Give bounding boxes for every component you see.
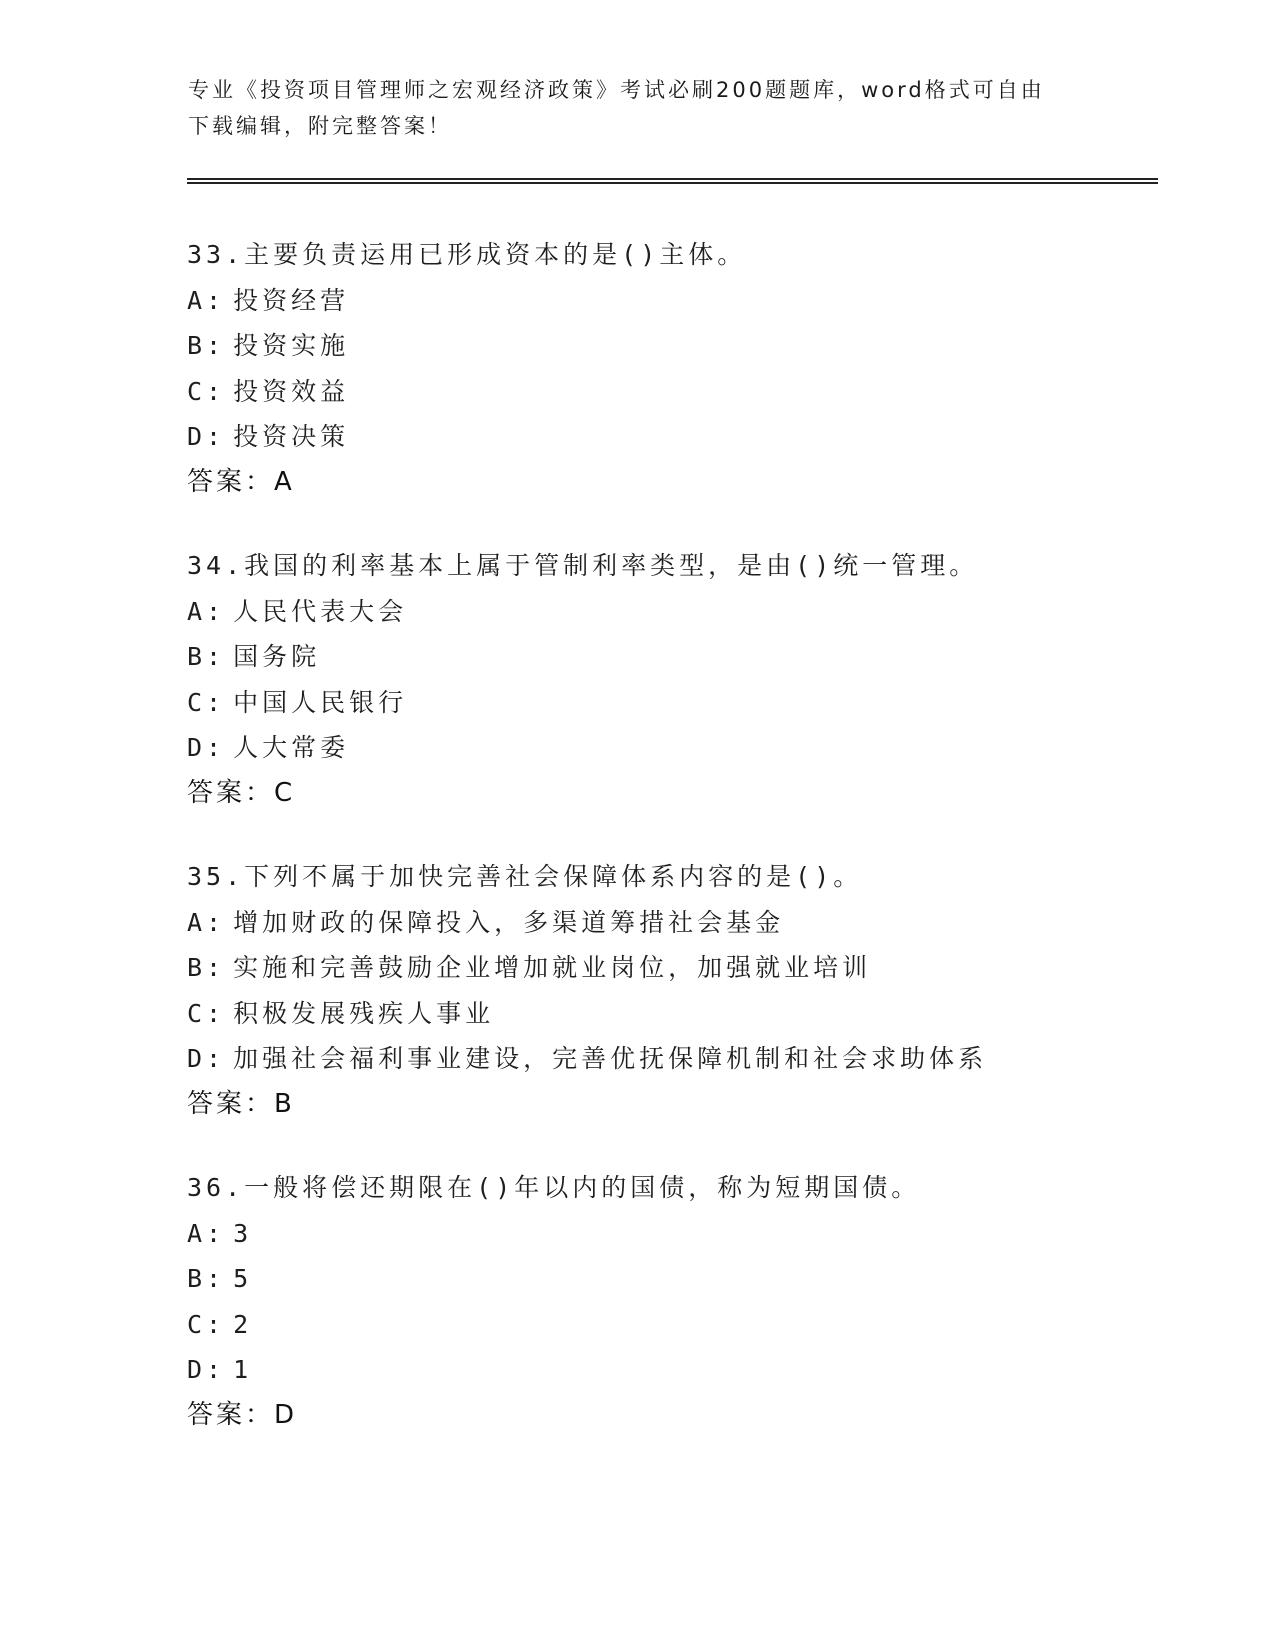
option-text: 投资实施 bbox=[233, 331, 350, 360]
option-c bbox=[187, 1302, 1167, 1348]
option-key: A: bbox=[187, 285, 226, 315]
option-key: C: bbox=[187, 687, 226, 717]
option-a bbox=[187, 1211, 1167, 1257]
option-key: B: bbox=[187, 642, 226, 671]
option-b bbox=[187, 634, 1167, 680]
answer-line: 答案：B bbox=[187, 1088, 295, 1119]
option-text: 中国人民银行 bbox=[233, 687, 408, 717]
option-text: 人民代表大会 bbox=[233, 596, 408, 626]
option-d bbox=[187, 1347, 1167, 1393]
option-key: A: bbox=[187, 1218, 226, 1248]
option-text: 实施和完善鼓励企业增加就业岗位，加强就业培训 bbox=[233, 953, 872, 982]
question-stem: 36.一般将偿还期限在()年以内的国债，称为短期国债。 bbox=[187, 1173, 921, 1202]
option-text: 加强社会福利事业建设，完善优抚保障机制和社会求助体系 bbox=[233, 1044, 988, 1073]
option-key: D: bbox=[187, 422, 226, 451]
option-b bbox=[187, 1256, 1167, 1302]
option-d bbox=[187, 414, 1167, 460]
option-b bbox=[187, 323, 1167, 369]
question-list bbox=[187, 232, 1167, 1476]
question-35 bbox=[187, 854, 1167, 1127]
option-key: B: bbox=[187, 1264, 226, 1293]
option-key: A: bbox=[187, 596, 226, 626]
option-d bbox=[187, 1036, 1167, 1082]
option-text: 3 bbox=[233, 1218, 253, 1248]
question-33 bbox=[187, 232, 1167, 505]
option-text: 2 bbox=[233, 1309, 253, 1339]
answer-line: 答案：C bbox=[187, 777, 296, 808]
option-key: C: bbox=[187, 1309, 226, 1339]
option-a bbox=[187, 900, 1167, 946]
option-text: 投资决策 bbox=[233, 422, 350, 451]
option-key: D: bbox=[187, 733, 226, 762]
option-text: 积极发展残疾人事业 bbox=[233, 998, 495, 1028]
header-double-rule bbox=[187, 178, 1158, 184]
question-34 bbox=[187, 543, 1167, 816]
option-d bbox=[187, 725, 1167, 771]
answer-line: 答案：A bbox=[187, 466, 295, 497]
option-key: D: bbox=[187, 1044, 226, 1073]
option-text: 投资经营 bbox=[233, 285, 350, 315]
option-text: 人大常委 bbox=[233, 733, 350, 762]
question-stem: 33.主要负责运用已形成资本的是()主体。 bbox=[187, 240, 747, 269]
option-a bbox=[187, 589, 1167, 635]
option-text: 投资效益 bbox=[233, 376, 350, 406]
option-key: C: bbox=[187, 998, 226, 1028]
option-key: A: bbox=[187, 907, 226, 937]
option-c bbox=[187, 369, 1167, 415]
option-key: C: bbox=[187, 376, 226, 406]
question-stem: 34.我国的利率基本上属于管制利率类型，是由()统一管理。 bbox=[187, 551, 979, 580]
option-b bbox=[187, 945, 1167, 991]
option-key: B: bbox=[187, 953, 226, 982]
header-line-2: 下载编辑，附完整答案！ bbox=[188, 114, 452, 138]
header-line-1: 专业《投资项目管理师之宏观经济政策》考试必刷200题题库，word格式可自由 bbox=[188, 78, 1045, 102]
option-text: 增加财政的保障投入，多渠道筹措社会基金 bbox=[233, 907, 785, 937]
question-stem: 35.下列不属于加快完善社会保障体系内容的是()。 bbox=[187, 862, 863, 891]
document-header bbox=[188, 72, 1088, 144]
answer-line: 答案：D bbox=[187, 1399, 298, 1430]
option-a bbox=[187, 278, 1167, 324]
question-36 bbox=[187, 1165, 1167, 1438]
option-key: D: bbox=[187, 1355, 226, 1384]
option-c bbox=[187, 991, 1167, 1037]
option-text: 5 bbox=[233, 1264, 253, 1293]
option-key: B: bbox=[187, 331, 226, 360]
option-c bbox=[187, 680, 1167, 726]
option-text: 1 bbox=[233, 1355, 253, 1384]
option-text: 国务院 bbox=[233, 642, 321, 671]
